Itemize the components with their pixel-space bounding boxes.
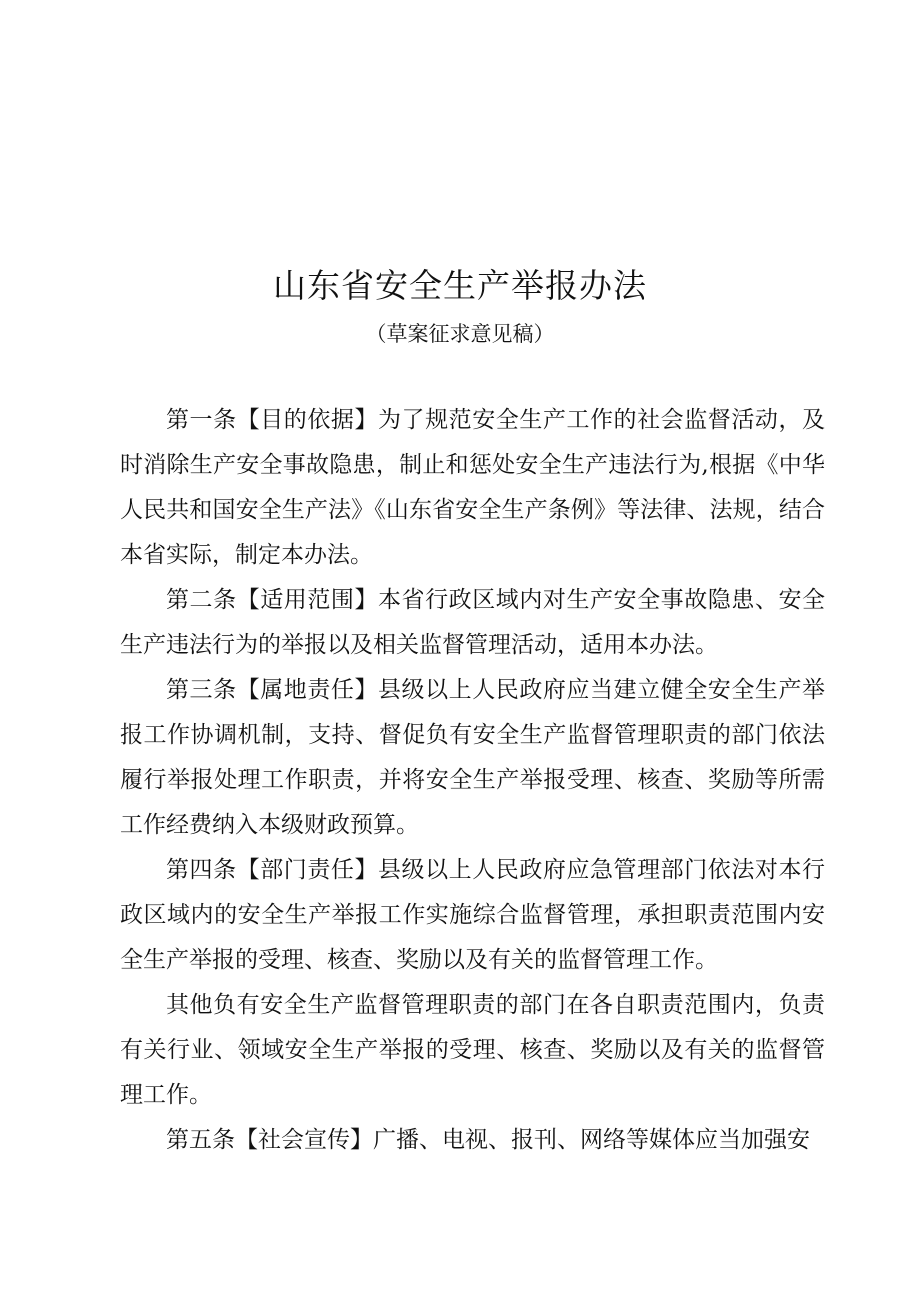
article-4-continuation-paragraph: 其他负有安全生产监督管理职责的部门在各自职责范围内，负责有关行业、领域安全生产举报的受理、核查、奖励以及有关的监督管理工作。 bbox=[120, 992, 825, 1108]
document-subtitle: （草案征求意见稿） bbox=[365, 322, 555, 346]
article-4-paragraph: 第四条【部门责任】县级以上人民政府应急管理部门依法对本行政区域内的安全生产举报工作实施综合监督管理，承担职责范围内安全生产举报的受理、核查、奖励以及有关的监督管理工作。 bbox=[120, 857, 825, 973]
article-5-paragraph: 第五条【社会宣传】广播、电视、报刊、网络等媒体应当加强安 bbox=[166, 1127, 810, 1153]
article-1-paragraph: 第一条【目的依据】为了规范安全生产工作的社会监督活动，及时消除生产安全事故隐患，制止和惩处安全生产违法行为,根据《中华人民共和国安全生产法》《山东省安全生产条例》等法律、法规，结合本省实际，制定本办法。 bbox=[120, 407, 825, 568]
document-body bbox=[120, 398, 825, 1163]
document-title: 山东省安全生产举报办法 bbox=[273, 266, 647, 305]
article-2-paragraph: 第二条【适用范围】本省行政区域内对生产安全事故隐患、安全生产违法行为的举报以及相关监督管理活动，适用本办法。 bbox=[120, 587, 825, 658]
article-3-paragraph: 第三条【属地责任】县级以上人民政府应当建立健全安全生产举报工作协调机制，支持、督促负有安全生产监督管理职责的部门依法履行举报处理工作职责，并将安全生产举报受理、核查、奖励等所需工作经费纳入本级财政预算。 bbox=[120, 677, 825, 838]
